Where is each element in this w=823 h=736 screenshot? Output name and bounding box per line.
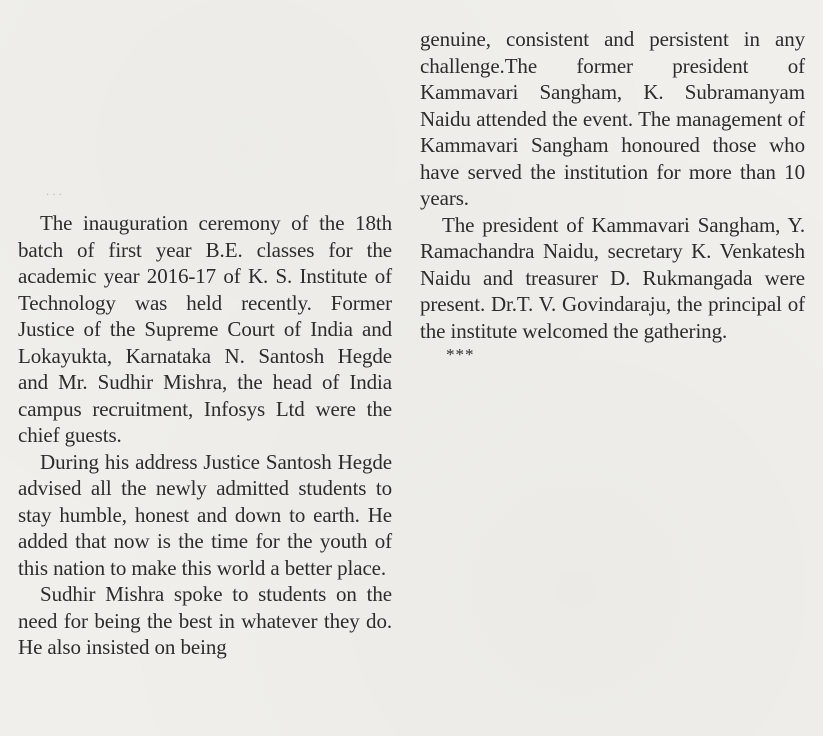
article-right-column xyxy=(420,26,805,366)
article-left-column xyxy=(18,210,392,661)
article-paragraph-continuation: genuine, consistent and persistent in any challenge.The former president of Kammavari Sangham, K. Subramanyam Naidu attended the event. The management of Kammavari Sangham honoured those who have served the institution for more than 10 years. xyxy=(420,27,805,210)
article-end-mark: *** xyxy=(446,345,475,364)
article-paragraph: The inauguration ceremony of the 18th batch of first year B.E. classes for the academic year 2016-17 of K. S. Institute of Technology was held recently. Former Justice of the Supreme Court of India and Lokayukta, Karnataka N. Santosh Hegde and Mr. Sudhir Mishra, the head of India campus recruitment, Infosys Ltd were the chief guests. xyxy=(18,211,392,447)
article-paragraph: Sudhir Mishra spoke to students on the need for being the best in whatever they do. He also insisted on being xyxy=(18,582,392,659)
print-speck: ··· xyxy=(46,190,65,201)
article-paragraph: During his address Justice Santosh Hegde advised all the newly admitted students to stay humble, honest and down to earth. He added that now is the time for the youth of this nation to make this world a better place. xyxy=(18,449,392,580)
article-paragraph: The president of Kammavari Sangham, Y. Ramachandra Naidu, secretary K. Venkatesh Naidu and treasurer D. Rukmangada were present. Dr.T. V. Govindaraju, the principal of the institute welcomed the gathering. xyxy=(420,212,805,343)
